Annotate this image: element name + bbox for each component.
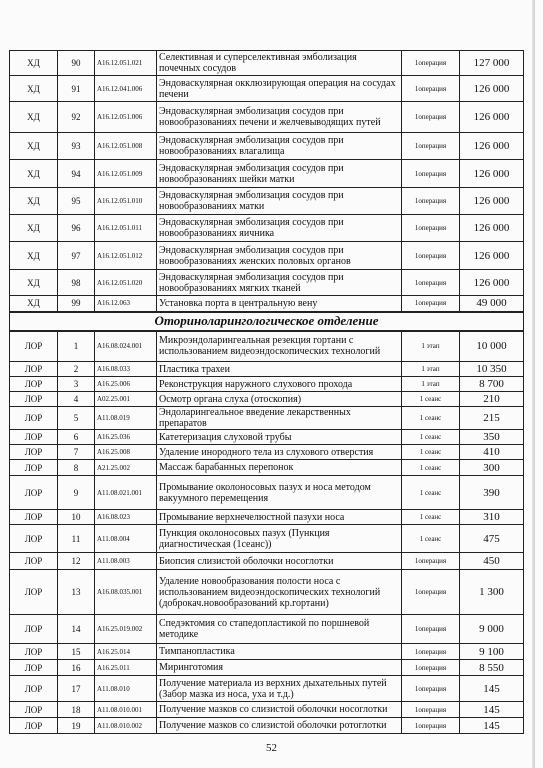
department-cell: ХД [10, 188, 58, 215]
department-cell: ХД [10, 133, 58, 160]
price-cell: 126 000 [460, 160, 524, 188]
department-cell: ЛОР [10, 570, 58, 615]
row-number-cell: 98 [58, 270, 95, 296]
row-number-cell: 15 [58, 644, 95, 660]
service-code-cell: A11.08.004 [95, 525, 157, 553]
price-cell: 126 000 [460, 270, 524, 296]
service-code-cell: A21.25.002 [95, 460, 157, 476]
unit-cell: 1операция [402, 676, 460, 702]
price-cell: 310 [460, 510, 524, 525]
unit-cell: 1операция [402, 215, 460, 242]
row-number-cell: 18 [58, 702, 95, 718]
price-cell: 126 000 [460, 242, 524, 270]
service-code-cell: A16.25.011 [95, 660, 157, 676]
unit-cell: 1операция [402, 51, 460, 76]
table-row [10, 160, 524, 188]
service-code-cell: A16.25.019.002 [95, 615, 157, 644]
department-cell: ЛОР [10, 525, 58, 553]
department-cell: ЛОР [10, 676, 58, 702]
unit-cell: 1операция [402, 270, 460, 296]
table-row [10, 188, 524, 215]
department-cell: ХД [10, 102, 58, 133]
service-name-cell: Эндоваскулярная эмболизация сосудов при новообразованиях печени и желчевыводящих путей [157, 102, 402, 133]
table-row [10, 553, 524, 570]
unit-cell: 1операция [402, 702, 460, 718]
unit-cell: 1 этап [402, 362, 460, 377]
service-name-cell: Промывание верхнечелюстной пазухи носа [157, 510, 402, 525]
unit-cell: 1операция [402, 133, 460, 160]
row-number-cell: 5 [58, 407, 95, 430]
row-number-cell: 1 [58, 331, 95, 362]
service-code-cell: A11.08.010.001 [95, 702, 157, 718]
department-cell: ХД [10, 215, 58, 242]
service-code-cell: A11.08.003 [95, 553, 157, 570]
department-cell: ЛОР [10, 445, 58, 460]
row-number-cell: 12 [58, 553, 95, 570]
table-row [10, 525, 524, 553]
unit-cell: 1операция [402, 242, 460, 270]
table-row [10, 51, 524, 76]
unit-cell: 1операция [402, 553, 460, 570]
unit-cell: 1операция [402, 160, 460, 188]
service-code-cell: A11.08.010.002 [95, 718, 157, 734]
table-row [10, 296, 524, 312]
table-row [10, 644, 524, 660]
table-row [10, 460, 524, 476]
department-cell: ХД [10, 76, 58, 102]
service-name-cell: Получение материала из верхних дыхательных путей (Забор мазка из носа, уха и т.д.) [157, 676, 402, 702]
price-cell: 1 300 [460, 570, 524, 615]
service-name-cell: Эндоваскулярная эмболизация сосудов при новообразованиях женских половых органов [157, 242, 402, 270]
service-code-cell: A16.08.023 [95, 510, 157, 525]
table-row [10, 76, 524, 102]
service-code-cell: A16.08.024.001 [95, 331, 157, 362]
table-row [10, 331, 524, 362]
table-row [10, 570, 524, 615]
service-code-cell: A16.12.051.011 [95, 215, 157, 242]
department-cell: ЛОР [10, 331, 58, 362]
unit-cell: 1 этап [402, 377, 460, 392]
service-code-cell: A16.12.051.010 [95, 188, 157, 215]
service-name-cell: Эндоваскулярная окклюзирующая операция на сосудах печени [157, 76, 402, 102]
department-cell: ХД [10, 270, 58, 296]
table-row [10, 430, 524, 445]
service-name-cell: Биопсия слизистой оболочки носоглотки [157, 553, 402, 570]
service-code-cell: A16.25.006 [95, 377, 157, 392]
page-number: 52 [266, 742, 277, 754]
department-cell: ЛОР [10, 660, 58, 676]
department-cell: ЛОР [10, 510, 58, 525]
price-cell: 210 [460, 392, 524, 407]
unit-cell: 1 сеанс [402, 445, 460, 460]
service-name-cell: Миринготомия [157, 660, 402, 676]
price-cell: 126 000 [460, 188, 524, 215]
price-cell: 49 000 [460, 296, 524, 312]
service-name-cell: Эндоваскулярная эмболизация сосудов при новообразованиях шейки матки [157, 160, 402, 188]
department-cell: ЛОР [10, 553, 58, 570]
table-row [10, 377, 524, 392]
price-table [9, 50, 524, 734]
table-row [10, 102, 524, 133]
table-row [10, 660, 524, 676]
row-number-cell: 10 [58, 510, 95, 525]
row-number-cell: 96 [58, 215, 95, 242]
row-number-cell: 4 [58, 392, 95, 407]
table-row [10, 615, 524, 644]
service-name-cell: Микроэндоларингеальная резекция гортани с использованием видеоэндоскопических технологий [157, 331, 402, 362]
row-number-cell: 9 [58, 476, 95, 510]
service-name-cell: Получение мазков со слизистой оболочки носоглотки [157, 702, 402, 718]
row-number-cell: 8 [58, 460, 95, 476]
department-cell: ЛОР [10, 460, 58, 476]
unit-cell: 1операция [402, 718, 460, 734]
price-cell: 126 000 [460, 133, 524, 160]
department-cell: ЛОР [10, 377, 58, 392]
unit-cell: 1операция [402, 76, 460, 102]
price-cell: 410 [460, 445, 524, 460]
service-name-cell: Получение мазков со слизистой оболочки ротоглотки [157, 718, 402, 734]
service-code-cell: A16.08.035.001 [95, 570, 157, 615]
unit-cell: 1операция [402, 660, 460, 676]
section-row [10, 312, 524, 331]
service-name-cell: Пластика трахеи [157, 362, 402, 377]
department-cell: ХД [10, 51, 58, 76]
price-cell: 450 [460, 553, 524, 570]
unit-cell: 1операция [402, 570, 460, 615]
price-cell: 126 000 [460, 102, 524, 133]
service-code-cell: A16.12.051.009 [95, 160, 157, 188]
price-cell: 215 [460, 407, 524, 430]
table-row [10, 407, 524, 430]
service-name-cell: Тимпанопластика [157, 644, 402, 660]
service-name-cell: Селективная и суперселективная эмболизация почечных сосудов [157, 51, 402, 76]
unit-cell: 1 сеанс [402, 476, 460, 510]
page-edge-shadow [532, 0, 535, 768]
department-cell: ЛОР [10, 644, 58, 660]
service-name-cell: Удаление новообразования полости носа с использованием видеоэндоскопических технологий (доброкач.новообразований кр.гортани) [157, 570, 402, 615]
row-number-cell: 11 [58, 525, 95, 553]
service-name-cell: Эндоваскулярная эмболизация сосудов при новообразованиях влагалища [157, 133, 402, 160]
service-name-cell: Эндоваскулярная эмболизация сосудов при новообразованиях матки [157, 188, 402, 215]
department-cell: ХД [10, 242, 58, 270]
unit-cell: 1 сеанс [402, 460, 460, 476]
table-row [10, 215, 524, 242]
service-code-cell: A11.08.021.001 [95, 476, 157, 510]
row-number-cell: 92 [58, 102, 95, 133]
price-cell: 126 000 [460, 76, 524, 102]
service-name-cell: Пункция околоносовых пазух (Пункция диагностическая (1сеанс)) [157, 525, 402, 553]
price-cell: 8 550 [460, 660, 524, 676]
price-table-body [10, 51, 524, 734]
table-row [10, 133, 524, 160]
service-code-cell: A16.12.051.021 [95, 51, 157, 76]
service-code-cell: A11.08.010 [95, 676, 157, 702]
row-number-cell: 17 [58, 676, 95, 702]
price-cell: 127 000 [460, 51, 524, 76]
table-row [10, 718, 524, 734]
price-cell: 300 [460, 460, 524, 476]
unit-cell: 1операция [402, 296, 460, 312]
row-number-cell: 95 [58, 188, 95, 215]
table-row [10, 392, 524, 407]
service-code-cell: A16.12.063 [95, 296, 157, 312]
department-cell: ЛОР [10, 718, 58, 734]
service-name-cell: Эндоваскулярная эмболизация сосудов при новообразованиях яичника [157, 215, 402, 242]
service-name-cell: Осмотр органа слуха (отоскопия) [157, 392, 402, 407]
service-name-cell: Эндоларингеальное введение лекарственных препаратов [157, 407, 402, 430]
unit-cell: 1 этап [402, 331, 460, 362]
service-name-cell: Промывание околоносовых пазух и носа методом вакуумного перемещения [157, 476, 402, 510]
unit-cell: 1операция [402, 644, 460, 660]
department-cell: ЛОР [10, 407, 58, 430]
department-cell: ЛОР [10, 702, 58, 718]
price-cell: 145 [460, 702, 524, 718]
row-number-cell: 99 [58, 296, 95, 312]
department-cell: ЛОР [10, 430, 58, 445]
department-cell: ХД [10, 160, 58, 188]
price-cell: 9 100 [460, 644, 524, 660]
unit-cell: 1 сеанс [402, 510, 460, 525]
unit-cell: 1операция [402, 615, 460, 644]
department-cell: ЛОР [10, 362, 58, 377]
unit-cell: 1 сеанс [402, 430, 460, 445]
department-cell: ЛОР [10, 392, 58, 407]
row-number-cell: 16 [58, 660, 95, 676]
table-row [10, 445, 524, 460]
row-number-cell: 13 [58, 570, 95, 615]
price-cell: 9 000 [460, 615, 524, 644]
section-title: Оториноларингологическое отделение [10, 312, 524, 331]
row-number-cell: 94 [58, 160, 95, 188]
department-cell: ЛОР [10, 615, 58, 644]
table-row [10, 476, 524, 510]
service-code-cell: A16.25.008 [95, 445, 157, 460]
row-number-cell: 97 [58, 242, 95, 270]
service-name-cell: Катетеризация слуховой трубы [157, 430, 402, 445]
price-cell: 145 [460, 718, 524, 734]
service-code-cell: A16.25.036 [95, 430, 157, 445]
service-name-cell: Реконструкция наружного слухового прохода [157, 377, 402, 392]
unit-cell: 1операция [402, 102, 460, 133]
service-name-cell: Массаж барабанных перепонок [157, 460, 402, 476]
row-number-cell: 7 [58, 445, 95, 460]
service-code-cell: A16.12.051.020 [95, 270, 157, 296]
service-code-cell: A11.08.019 [95, 407, 157, 430]
row-number-cell: 3 [58, 377, 95, 392]
unit-cell: 1 сеанс [402, 525, 460, 553]
row-number-cell: 93 [58, 133, 95, 160]
service-name-cell: Установка порта в центральную вену [157, 296, 402, 312]
service-code-cell: A16.12.051.012 [95, 242, 157, 270]
service-code-cell: A16.08.033 [95, 362, 157, 377]
price-cell: 390 [460, 476, 524, 510]
table-row [10, 676, 524, 702]
price-cell: 10 000 [460, 331, 524, 362]
price-cell: 8 700 [460, 377, 524, 392]
department-cell: ЛОР [10, 476, 58, 510]
unit-cell: 1 сеанс [402, 392, 460, 407]
service-code-cell: A02.25.001 [95, 392, 157, 407]
unit-cell: 1 сеанс [402, 407, 460, 430]
service-name-cell: Эндоваскулярная эмболизация сосудов при новообразованиях мягких тканей [157, 270, 402, 296]
table-row [10, 510, 524, 525]
table-row [10, 702, 524, 718]
service-name-cell: Удаление инородного тела из слухового отверстия [157, 445, 402, 460]
row-number-cell: 19 [58, 718, 95, 734]
service-name-cell: Спедэктомия со стапедопластикой по поршневой методике [157, 615, 402, 644]
unit-cell: 1операция [402, 188, 460, 215]
price-cell: 145 [460, 676, 524, 702]
row-number-cell: 14 [58, 615, 95, 644]
row-number-cell: 6 [58, 430, 95, 445]
price-cell: 350 [460, 430, 524, 445]
price-cell: 475 [460, 525, 524, 553]
row-number-cell: 90 [58, 51, 95, 76]
table-row [10, 270, 524, 296]
price-cell: 10 350 [460, 362, 524, 377]
table-row [10, 242, 524, 270]
table-row [10, 362, 524, 377]
price-cell: 126 000 [460, 215, 524, 242]
service-code-cell: A16.12.051.008 [95, 133, 157, 160]
row-number-cell: 91 [58, 76, 95, 102]
service-code-cell: A16.25.014 [95, 644, 157, 660]
department-cell: ХД [10, 296, 58, 312]
service-code-cell: A16.12.041.006 [95, 76, 157, 102]
service-code-cell: A16.12.051.006 [95, 102, 157, 133]
row-number-cell: 2 [58, 362, 95, 377]
